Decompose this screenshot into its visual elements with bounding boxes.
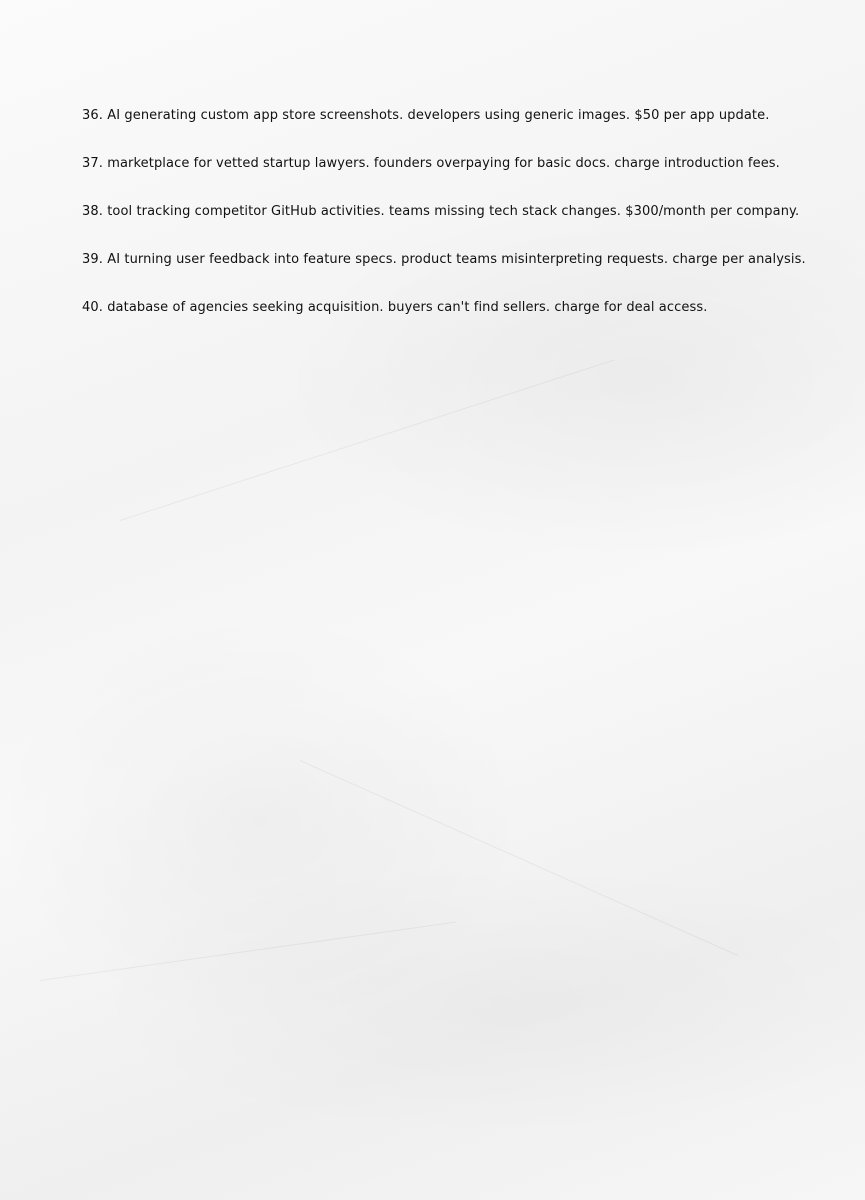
idea-item: 36. AI generating custom app store screenshots. developers using generic images. $50 per app update. [82, 108, 770, 123]
paper-crease [120, 359, 615, 521]
idea-item: 37. marketplace for vetted startup lawyers. founders overpaying for basic docs. charge introduction fees. [82, 156, 780, 171]
idea-list [82, 104, 842, 344]
idea-item: 38. tool tracking competitor GitHub activities. teams missing tech stack changes. $300/month per company. [82, 204, 800, 219]
paper-crease [300, 760, 739, 956]
idea-item: 39. AI turning user feedback into feature specs. product teams misinterpreting requests. charge per analysis. [82, 252, 806, 267]
idea-item: 40. database of agencies seeking acquisition. buyers can't find sellers. charge for deal access. [82, 300, 708, 315]
paper-crease [40, 922, 456, 981]
